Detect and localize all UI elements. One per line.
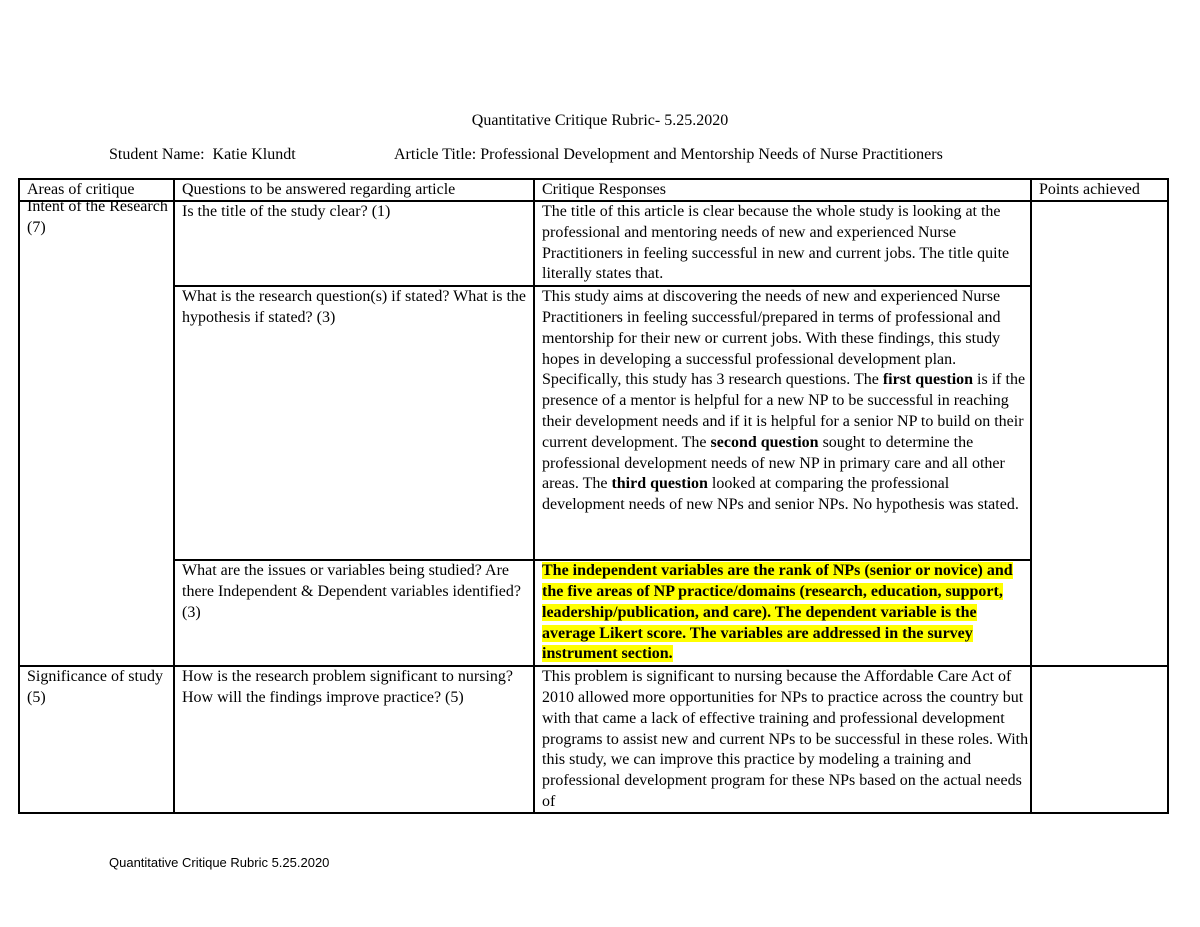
points-significance [1031,666,1168,813]
area-intent-label: Intent of the Research (7) [27,198,168,236]
response-text: looked at comparing the professional development needs of new NPs and senior NPs. No hypothesis was stated. [542,475,1019,514]
table-row [19,201,1168,286]
question-significance: How is the research problem significant to nursing? How will the findings improve practice? (5) [174,666,534,813]
response-title-clear: The title of this article is clear because the whole study is looking at the professional and mentoring needs of new and experienced Nurse Practitioners in feeling successful in new and current jobs. The title quite literally states that. [534,201,1031,286]
question-variables: What are the issues or variables being studied? Are there Independent & Dependent variables identified? (3) [174,560,534,666]
response-bold-text: first question [882,371,974,389]
response-significance-text: This problem is significant to nursing because the Affordable Care Act of 2010 allowed more opportunities for NPs to practice across the country but with that came a lack of effective training and professional development programs to assist new and current NPs to be successful in these roles. With this study, we can improve this practice by modeling a training and professional development program for these NPs based on the actual needs of [542,668,1029,810]
table-row [19,560,1168,666]
document-title: Quantitative Critique Rubric- 5.25.2020 [471,112,729,129]
area-intent [19,198,174,666]
area-significance: Significance of study (5) [19,666,174,813]
table-row [19,666,1168,813]
points-intent [1031,201,1168,666]
highlighted-response-text: The independent variables are the rank of NPs (senior or novice) and the five areas of NP practice/domains (research, education, support, leadership/publication, and care). The dependent variable is the average Likert score. The variables are addressed in the survey instrument section. [542,562,1013,663]
question-title-clear: Is the title of the study clear? (1) [174,201,534,286]
response-significance [534,666,1031,813]
response-text: is if the presence of a mentor is helpful for a new NP to be successful in reaching their development needs and if it is helpful for a senior NP to build on their current development. The [542,371,1026,451]
response-variables [534,560,1031,666]
question-research-question: What is the research question(s) if stated? What is the hypothesis if stated? (3) [174,286,534,560]
column-header-areas: Areas of critique [19,179,174,201]
student-name: Student Name: Katie Klundt [109,146,296,163]
column-header-responses: Critique Responses [534,179,1031,201]
table-row [19,286,1168,560]
response-text: This study aims at discovering the needs of new and experienced Nurse Practitioners in feeling successful/prepared in terms of professional and mentorship for their new or current jobs. With these findings, this study hopes in developing a successful professional development plan. Specifically, this study has 3 research questions. The [542,288,1001,389]
column-header-points: Points achieved [1031,179,1168,201]
table-header-row [19,179,1168,201]
response-research-question [534,286,1031,560]
article-title: Article Title: Professional Development and Mentorship Needs of Nurse Practitioners [394,146,943,163]
response-text: sought to determine the professional development needs of new NP in primary care and all other areas. The [542,433,1005,493]
page-footer: Quantitative Critique Rubric 5.25.2020 [109,855,330,870]
column-header-questions: Questions to be answered regarding article [174,179,534,201]
response-bold-text: third question [611,475,708,493]
critique-rubric-table [18,178,1169,814]
response-bold-text: second question [710,433,819,451]
